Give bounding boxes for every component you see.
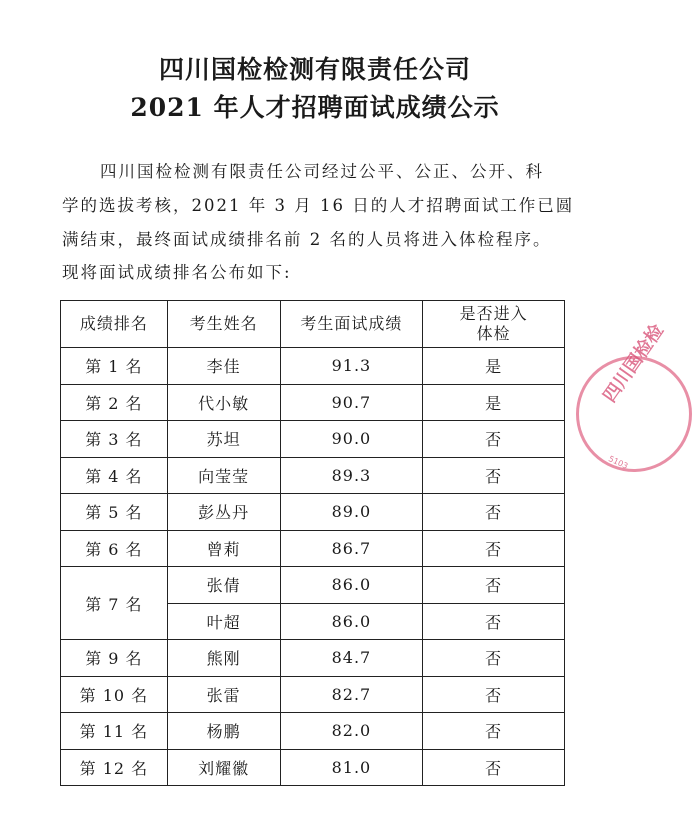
table-row [61, 421, 565, 458]
body-line-3: 满结束，最终面试成绩排名前 2 名的人员将进入体检程序。 [62, 230, 552, 249]
body-line-2: 学的选拔考核，2021 年 3 月 16 日的人才招聘面试工作已圆 [62, 196, 575, 215]
name-cell: 熊刚 [167, 640, 280, 677]
rank-cell: 第 5 名 [61, 494, 168, 531]
rank-cell: 第 12 名 [61, 749, 168, 786]
rank-cell: 第 10 名 [61, 676, 168, 713]
name-cell: 曾莉 [167, 530, 280, 567]
table-row [61, 457, 565, 494]
header-rank: 成绩排名 [61, 301, 168, 348]
score-cell: 90.7 [280, 384, 423, 421]
rank-cell: 第 6 名 [61, 530, 168, 567]
header-name: 考生姓名 [167, 301, 280, 348]
table-row [61, 348, 565, 385]
name-cell: 向莹莹 [167, 457, 280, 494]
score-cell: 89.3 [280, 457, 423, 494]
table-row [61, 494, 565, 531]
document-subtitle: 2021 年人才招聘面试成绩公示 [130, 93, 500, 122]
rank-cell: 第 3 名 [61, 421, 168, 458]
rank-cell: 第 9 名 [61, 640, 168, 677]
exam-cell: 否 [423, 567, 565, 604]
name-cell: 苏坦 [167, 421, 280, 458]
score-cell: 86.0 [280, 567, 423, 604]
name-cell: 李佳 [167, 348, 280, 385]
name-cell: 叶超 [167, 603, 280, 640]
rank-cell: 第 7 名 [61, 567, 168, 640]
table-row [61, 384, 565, 421]
rank-cell: 第 11 名 [61, 713, 168, 750]
score-cell: 82.0 [280, 713, 423, 750]
table-row [61, 713, 565, 750]
header-score: 考生面试成绩 [280, 301, 423, 348]
table-row [61, 640, 565, 677]
exam-cell: 是 [423, 348, 565, 385]
scores-table [60, 300, 565, 786]
score-cell: 84.7 [280, 640, 423, 677]
exam-cell: 是 [423, 384, 565, 421]
exam-cell: 否 [423, 603, 565, 640]
table-header-row [61, 301, 565, 348]
name-cell: 代小敏 [167, 384, 280, 421]
table-row [61, 749, 565, 786]
exam-cell: 否 [423, 421, 565, 458]
name-cell: 彭丛丹 [167, 494, 280, 531]
table-row [61, 676, 565, 713]
company-seal-number: 5103 [607, 454, 630, 471]
rank-cell: 第 4 名 [61, 457, 168, 494]
body-line-4: 现将面试成绩排名公布如下: [62, 263, 292, 282]
score-cell: 90.0 [280, 421, 423, 458]
name-cell: 刘耀徽 [167, 749, 280, 786]
exam-cell: 否 [423, 749, 565, 786]
rank-cell: 第 2 名 [61, 384, 168, 421]
name-cell: 张倩 [167, 567, 280, 604]
score-cell: 86.7 [280, 530, 423, 567]
table-row [61, 530, 565, 567]
exam-cell: 否 [423, 676, 565, 713]
exam-cell: 否 [423, 457, 565, 494]
rank-cell: 第 1 名 [61, 348, 168, 385]
score-cell: 91.3 [280, 348, 423, 385]
body-line-1: 四川国检检测有限责任公司经过公平、公正、公开、科 [100, 162, 544, 181]
name-cell: 张雷 [167, 676, 280, 713]
exam-cell: 否 [423, 713, 565, 750]
header-medical-exam [423, 301, 565, 348]
score-cell: 82.7 [280, 676, 423, 713]
header-medical-exam-line1: 是否进入 [459, 304, 528, 323]
exam-cell: 否 [423, 494, 565, 531]
name-cell: 杨鹏 [167, 713, 280, 750]
score-cell: 81.0 [280, 749, 423, 786]
exam-cell: 否 [423, 640, 565, 677]
exam-cell: 否 [423, 530, 565, 567]
score-cell: 86.0 [280, 603, 423, 640]
score-cell: 89.0 [280, 494, 423, 531]
company-seal-text: 四川国检检 [599, 320, 669, 407]
header-medical-exam-line2: 体检 [476, 324, 511, 343]
document-title: 四川国检检测有限责任公司 [158, 55, 471, 84]
table-row [61, 567, 565, 604]
